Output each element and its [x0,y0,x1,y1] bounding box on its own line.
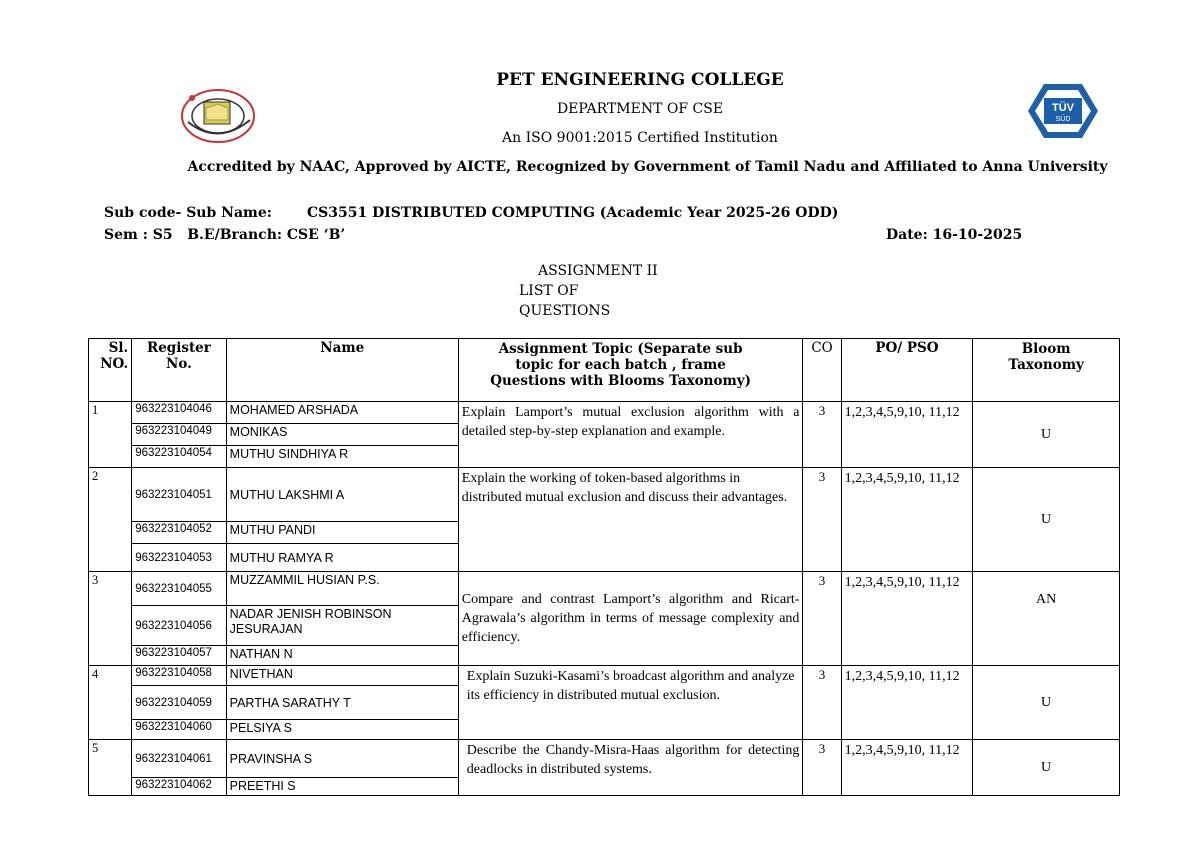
student-name: MONIKAS [226,424,458,446]
student-name: MUZZAMMIL HUSIAN P.S. [226,572,458,606]
sub-name-value: CS3551 DISTRIBUTED COMPUTING (Academic Year 2025-26 ODD) [307,205,839,221]
assignment-subtitle-2: QUESTIONS [519,303,611,319]
register-number: 963223104054 [132,446,226,468]
student-name: NIVETHAN [226,666,458,686]
svg-text:SÜD: SÜD [1055,116,1071,123]
bloom-level: U [973,740,1120,796]
bloom-level: U [973,402,1120,468]
register-number: 963223104057 [132,646,226,666]
questions-table [88,338,1120,796]
co-value: 3 [803,402,841,468]
student-name: PARTHA SARATHY T [226,686,458,720]
assignment-topic: Describe the Chandy-Misra-Haas algorithm for detecting deadlocks in distributed systems. [458,740,803,796]
student-name: NATHAN N [226,646,458,666]
assignment-title: ASSIGNMENT II [538,263,658,279]
register-number: 963223104055 [132,572,226,606]
co-value: 3 [803,740,841,796]
bloom-level: U [973,468,1120,572]
header-topic: Assignment Topic (Separate sub topic for each batch , frame Questions with Blooms Taxonomy) [458,339,803,402]
register-number: 963223104049 [132,424,226,446]
department-name: DEPARTMENT OF CSE [556,101,724,117]
student-name: MOHAMED ARSHADA [226,402,458,424]
table-row [89,740,1120,778]
register-number: 963223104046 [132,402,226,424]
co-value: 3 [803,572,841,666]
student-name: MUTHU RAMYA R [226,544,458,572]
batch-number: 1 [89,402,132,468]
student-name: PREETHI S [226,778,458,796]
semester-branch: Sem : S5 B.E/Branch: CSE ‘B’ [104,227,346,243]
iso-certification: An ISO 9001:2015 Certified Institution [502,130,778,146]
po-pso-value: 1,2,3,4,5,9,10, 11,12 [841,572,973,666]
header-sl: Sl. NO. [89,339,132,402]
register-number: 963223104060 [132,720,226,740]
student-name: NADAR JENISH ROBINSON JESURAJAN [226,606,458,646]
register-number: 963223104058 [132,666,226,686]
table-row [89,572,1120,606]
assignment-topic: Explain Suzuki-Kasami’s broadcast algorithm and analyze its efficiency in distributed mutual exclusion. [458,666,803,740]
bloom-level: AN [973,572,1120,666]
student-name: MUTHU PANDI [226,522,458,544]
register-number: 963223104062 [132,778,226,796]
accreditation-line: Accredited by NAAC, Approved by AICTE, Recognized by Government of Tamil Nadu and Affiliated to Anna University [187,159,1108,175]
student-name: MUTHU SINDHIYA R [226,446,458,468]
po-pso-value: 1,2,3,4,5,9,10, 11,12 [841,402,973,468]
header-po: PO/ PSO [841,339,973,402]
svg-text:TÜV: TÜV [1052,102,1074,114]
co-value: 3 [803,666,841,740]
register-number: 963223104056 [132,606,226,646]
header-bloom: Bloom Taxonomy [973,339,1120,402]
assignment-subtitle-1: LIST OF [519,283,579,299]
register-number: 963223104061 [132,740,226,778]
table-row [89,666,1120,686]
table-row [89,468,1120,522]
po-pso-value: 1,2,3,4,5,9,10, 11,12 [841,740,973,796]
po-pso-value: 1,2,3,4,5,9,10, 11,12 [841,666,973,740]
register-number: 963223104059 [132,686,226,720]
assignment-topic: Compare and contrast Lamport’s algorithm and Ricart-Agrawala’s algorithm in terms of message complexity and efficiency. [458,572,803,666]
table-header-row [89,339,1120,402]
sub-code-label: Sub code- Sub Name: [104,205,272,221]
batch-number: 2 [89,468,132,572]
header-co: CO [803,339,841,402]
register-number: 963223104052 [132,522,226,544]
header-register: Register No. [132,339,226,402]
batch-number: 4 [89,666,132,740]
co-value: 3 [803,468,841,572]
batch-number: 3 [89,572,132,666]
assignment-topic: Explain the working of token-based algorithms in distributed mutual exclusion and discuss their advantages. [458,468,803,572]
table-row [89,402,1120,424]
bloom-level: U [973,666,1120,740]
header-name: Name [226,339,458,402]
batch-number: 5 [89,740,132,796]
date: Date: 16-10-2025 [886,227,1023,243]
register-number: 963223104051 [132,468,226,522]
student-name: MUTHU LAKSHMI A [226,468,458,522]
assignment-topic: Explain Lamport’s mutual exclusion algorithm with a detailed step-by-step explanation and example. [458,402,803,468]
student-name: PRAVINSHA S [226,740,458,778]
po-pso-value: 1,2,3,4,5,9,10, 11,12 [841,468,973,572]
student-name: PELSIYA S [226,720,458,740]
college-name: PET ENGINEERING COLLEGE [496,70,784,90]
register-number: 963223104053 [132,544,226,572]
